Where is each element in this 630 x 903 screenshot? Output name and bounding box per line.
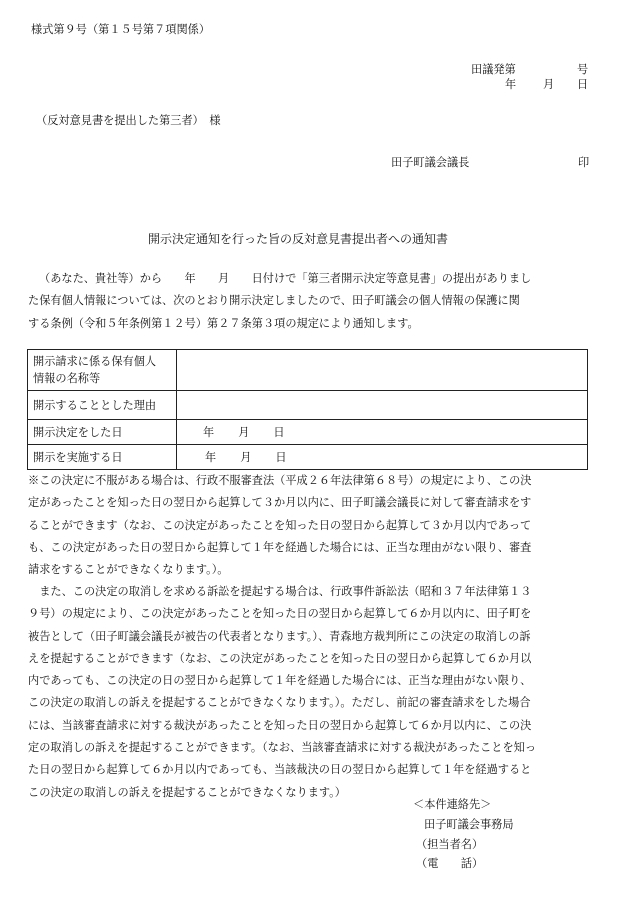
notice-line: 内であっても、この決定の日の翌日から起算して１年を経過した場合には、正当な理由がない限り、 — [28, 674, 532, 688]
intro-line: （あなた、貴社等）から 年 月 日付けで「第三者開示決定等意見書」の提出がありまし — [39, 272, 532, 285]
issue-number-suffix: 号 — [577, 63, 589, 76]
contact-phone: （電 話） — [416, 857, 484, 870]
issue-date-month: 月 — [543, 78, 555, 91]
document-title: 開示決定通知を行った旨の反対意見書提出者への通知書 — [148, 232, 449, 246]
date-year: 年 — [203, 426, 215, 439]
table-row — [28, 445, 588, 470]
issue-date-day: 日 — [577, 78, 589, 91]
date-month: 月 — [238, 426, 250, 439]
contact-heading: ＜本件連絡先＞ — [413, 798, 492, 811]
issue-number-prefix: 田議発第 — [471, 63, 516, 76]
row-value — [177, 350, 588, 391]
row-label-line: 開示請求に係る保有個人 — [33, 355, 157, 368]
notice-line: も、この決定があった日の翌日から起算して１年を経過した場合には、正当な理由がない限り、審査 — [28, 540, 532, 554]
appeal-notice-paragraph — [28, 470, 594, 581]
disclosure-info-table — [27, 349, 588, 470]
notice-line: えを提起することができます（なお、この決定があったことを知った日の翌日から起算して６か月以 — [28, 651, 532, 665]
date-day: 日 — [273, 426, 285, 439]
addressee: （反対意見書を提出した第三者） 様 — [36, 114, 221, 127]
notice-line: この決定の取消しの訴えを提起することができなくなります。）。ただし、前記の審査請求をした場合 — [28, 696, 531, 710]
row-label-line: 情報の名称等 — [33, 372, 101, 385]
row-value — [177, 391, 588, 420]
notice-line: 定の取消しの訴えを提起することができます。（なお、当該審査請求に対する裁決があったことを知っ — [28, 741, 537, 755]
row-label: 開示を実施する日 — [28, 445, 177, 470]
date-day: 日 — [275, 451, 287, 464]
date-year: 年 — [205, 451, 217, 464]
contact-office: 田子町議会事務局 — [424, 818, 514, 831]
notice-line: ９号）の規定により、この決定があったことを知った日の翌日から起算して６か月以内に、田子町を — [28, 607, 532, 621]
table-row — [28, 391, 588, 420]
notice-line: には、当該審査請求に対する裁決があったことを知った日の翌日から起算して６か月以内に、この決 — [28, 718, 532, 732]
table-row — [28, 350, 588, 391]
sender-title: 田子町議会議長 — [391, 156, 470, 169]
notice-line: た日の翌日から起算して６か月以内であっても、当該裁決の日の翌日から起算して１年を経過すると — [28, 763, 532, 777]
lawsuit-notice-paragraph — [28, 581, 594, 804]
notice-line: 被告として（田子町議会議長が被告の代表者となります。）、青森地方裁判所にこの決定の取消しの訴 — [28, 629, 531, 643]
intro-paragraph — [28, 268, 594, 335]
row-label: 開示決定をした日 — [28, 420, 177, 445]
intro-line: た保有個人情報については、次のとおり開示決定しましたので、田子町議会の個人情報の保護に関 — [28, 294, 520, 308]
notice-line: ることができます（なお、この決定があったことを知った日の翌日から起算して３か月以内であって — [28, 518, 532, 532]
intro-line: する条例（令和５年条例第１２号）第２７条第３項の規定により通知します。 — [28, 316, 419, 330]
row-label — [28, 350, 177, 391]
notice-line: 請求をすることができなくなります。）。 — [28, 563, 229, 577]
table-row — [28, 420, 588, 445]
notice-line: ※この決定に不服がある場合は、行政不服審査法（平成２６年法律第６８号）の規定により、この決 — [28, 474, 532, 487]
issue-date-year: 年 — [505, 78, 517, 91]
notice-line: この決定の取消しの訴えを提起することができなくなります。） — [28, 785, 346, 799]
notice-line: 定があったことを知った日の翌日から起算して３か月以内に、田子町議会議長に対して審査請求をす — [28, 496, 532, 510]
form-number: 様式第９号（第１５号第７項関係） — [31, 23, 211, 36]
row-label: 開示することとした理由 — [28, 391, 177, 420]
date-month: 月 — [240, 451, 252, 464]
decision-date-value — [177, 420, 588, 445]
seal-mark: 印 — [578, 156, 590, 169]
notice-line: また、この決定の取消しを求める訴訟を提起する場合は、行政事件訴訟法（昭和３７年法律第１３ — [28, 585, 532, 598]
implementation-date-value — [177, 445, 588, 470]
contact-person: （担当者名） — [416, 838, 484, 851]
